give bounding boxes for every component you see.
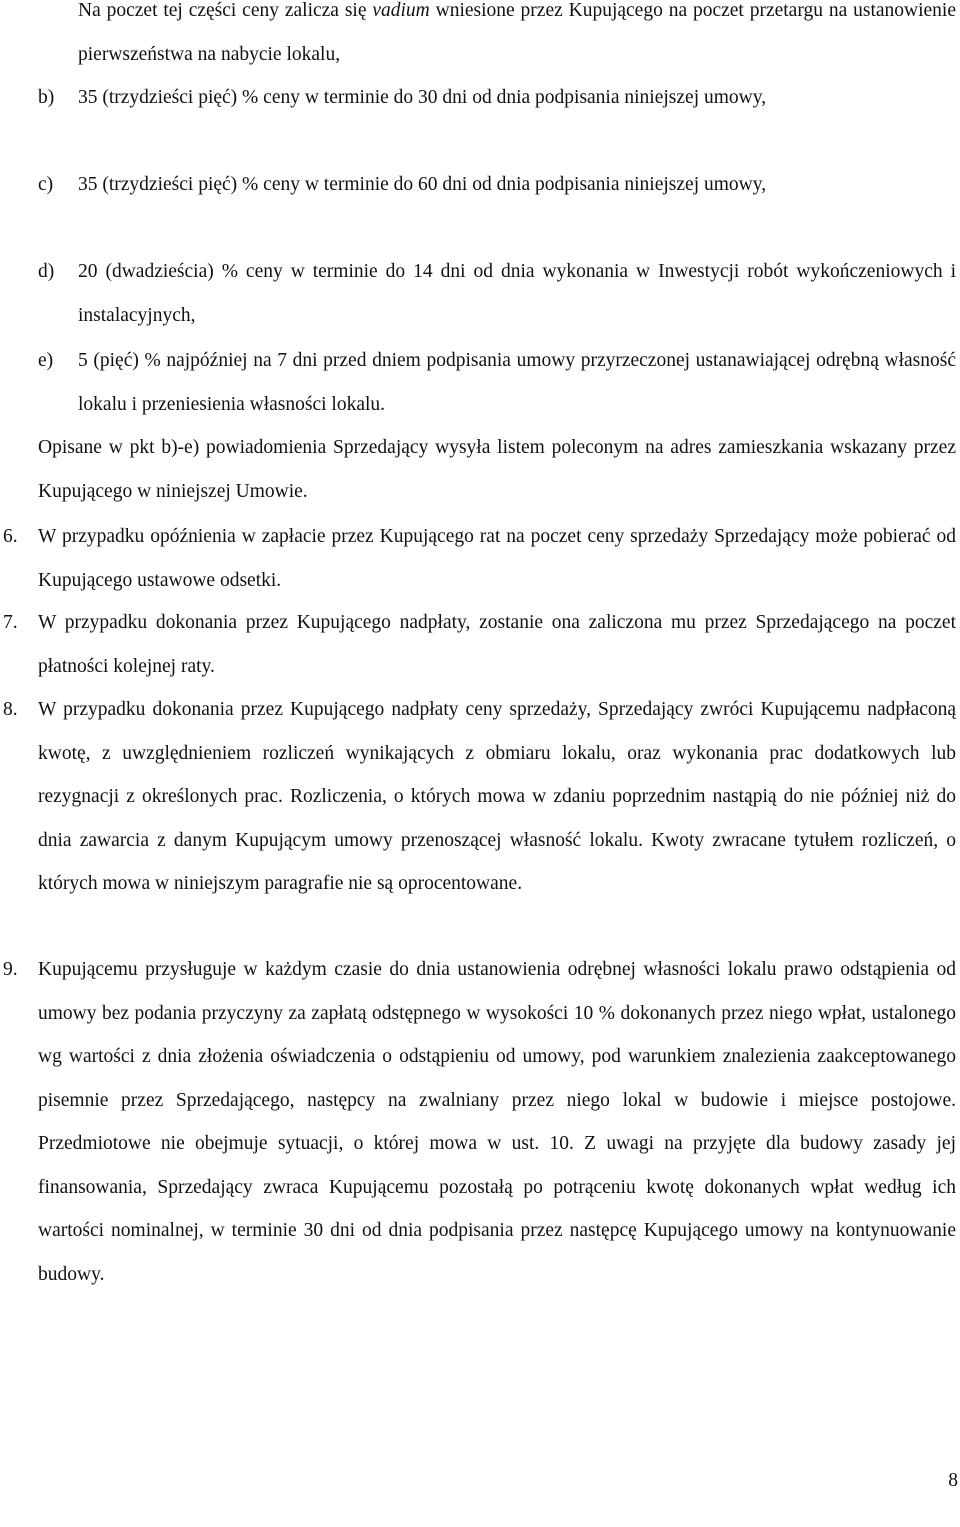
item-number: 8. — [3, 699, 18, 720]
list-item — [38, 250, 956, 337]
sub-item-text: 5 (pięć) % najpóźniej na 7 dni przed dniem podpisania umowy przyrzeczonej ustanawiającej odrębną własność lokalu i przeniesienia własności lokalu. — [78, 350, 956, 415]
sub-item-mark: b) — [38, 87, 55, 108]
item-text: Kupującemu przysługuje w każdym czasie do dnia ustanowienia odrębnej własności lokalu prawo odstąpienia od umowy bez podania przyczyny za zapłatą odstępnego w wysokości 10 % dokonanych przez niego wpłat, ustalonego wg wartości z dnia złożenia oświadczenia o odstąpieniu od umowy, pod warunkiem znalezienia zaakceptowanego pisemnie przez Sprzedającego, następcy na zwalniany przez niego lokal w budowie i miejsce postojowe. Przedmiotowe nie obejmuje sytuacji, o której mowa w ust. 10. Z uwagi na przyjęte dla budowy zasady jej finansowania, Sprzedający zwraca Kupującemu pozostałą po potrąceniu kwotę dokonanych wpłat według ich wartości nominalnej, w terminie 30 dni od dnia podpisania przez następcę Kupującego umowy na kontynuowanie budowy. — [38, 959, 956, 1285]
list-item — [38, 339, 956, 426]
intro-text-post: wniesione przez Kupującego na poczet przetargu na ustanowienie pierwszeństwa na nabycie lokalu, — [78, 0, 956, 65]
intro-text-emph: vadium — [372, 0, 430, 21]
list-item — [38, 163, 956, 207]
intro-paragraph — [78, 0, 956, 76]
item-number: 7. — [3, 612, 18, 633]
sub-item-text: 35 (trzydzieści pięć) % ceny w terminie do 30 dni od dnia podpisania niniejszej umowy, — [78, 87, 767, 108]
sub-item-mark: d) — [38, 261, 55, 282]
page-number: 8 — [948, 1470, 958, 1491]
notice-paragraph: Opisane w pkt b)-e) powiadomienia Sprzedający wysyła listem poleconym na adres zamieszkania wskazany przez Kupującego w niniejszej Umowie. — [38, 437, 956, 502]
item-text: W przypadku dokonania przez Kupującego nadpłaty ceny sprzedaży, Sprzedający zwróci Kupującemu nadpłaconą kwotę, z uwzględnieniem rozliczeń wynikających z obmiaru lokalu, oraz wykonania prac dodatkowych lub rezygnacji z określonych prac. Rozliczenia, o których mowa w zdaniu poprzednim nastąpią do nie później niż do dnia zawarcia z danym Kupującym umowy przenoszącej własność lokalu. Kwoty zwracane tytułem rozliczeń, o których mowa w niniejszym paragrafie nie są oprocentowane. — [38, 699, 956, 894]
item-number: 9. — [3, 959, 18, 980]
list-item — [38, 76, 956, 120]
sub-item-text: 35 (trzydzieści pięć) % ceny w terminie do 60 dni od dnia podpisania niniejszej umowy, — [78, 174, 767, 195]
intro-text-pre: Na poczet tej części ceny zalicza się — [78, 0, 373, 21]
item-number: 6. — [3, 526, 18, 547]
item-text: W przypadku dokonania przez Kupującego nadpłaty, zostanie ona zaliczona mu przez Sprzedającego na poczet płatności kolejnej raty. — [38, 612, 956, 677]
sub-item-mark: e) — [38, 350, 54, 371]
sub-item-mark: c) — [38, 174, 54, 195]
sub-item-text: 20 (dwadzieścia) % ceny w terminie do 14 dni od dnia wykonania w Inwestycji robót wykończeniowych i instalacyjnych, — [78, 261, 956, 326]
item-text: W przypadku opóźnienia w zapłacie przez Kupującego rat na poczet ceny sprzedaży Sprzedający może pobierać od Kupującego ustawowe odsetki. — [38, 526, 956, 591]
